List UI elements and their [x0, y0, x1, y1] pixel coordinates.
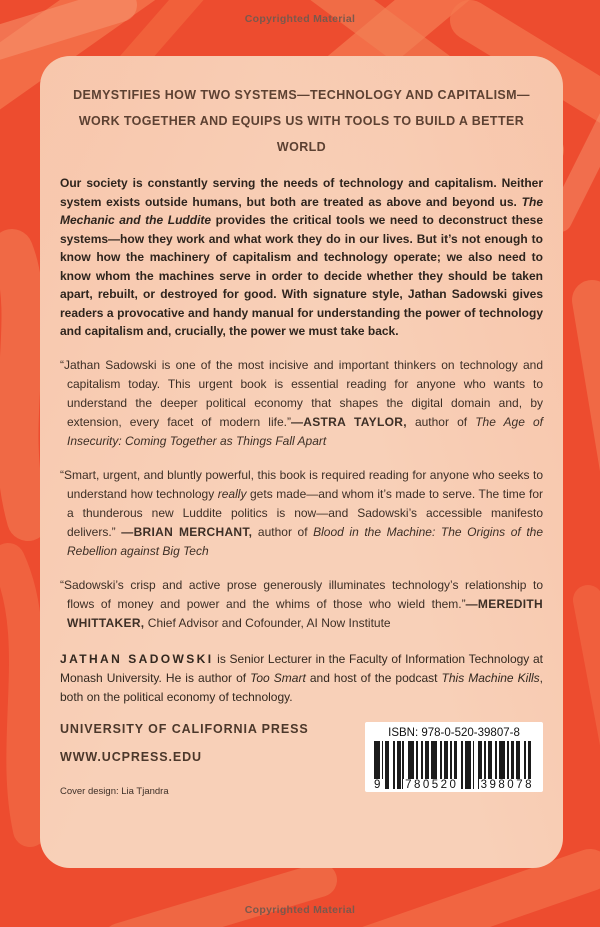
back-cover-panel [40, 56, 563, 868]
publisher-website: WWW.UCPRESS.EDU [60, 749, 202, 764]
book-description [60, 174, 543, 341]
text-segment: author of [406, 414, 476, 429]
brush-stroke [12, 250, 28, 520]
brush-stroke [592, 300, 600, 500]
brush-stroke [8, 560, 30, 830]
text-segment: gets made—and whom it’s made to serve. The time for a thunderous new Luddite politics is now—and Sadowski’s accessible manifesto delivers.” [67, 486, 543, 539]
text-segment: —ASTRA TAYLOR, [290, 414, 407, 429]
brush-stroke [360, 870, 590, 927]
isbn-label: ISBN: 978-0-520-39807-8 [388, 726, 520, 739]
blurb-meredith-whittaker [60, 576, 543, 633]
text-segment: provides the critical tools we need to deconstruct these systems—how they work and what work they do in our lives. But it’s not enough to know how the machinery of capitalism and technology operate; we also need to know whom the machines serve in order to decide whether they should be taken apart, rebuilt, or destroyed for good. With signature style, Jathan Sadowski gives readers a provocative and handy manual for understanding the power of technology and capitalism and, crucially, the power we must take back. [60, 213, 543, 338]
isbn-box [365, 722, 543, 792]
text-segment: really [217, 486, 247, 501]
barcode-digit-group: 9 [374, 778, 383, 791]
text-segment: Our society is constantly serving the needs of technology and capitalism. Neither system exists outside humans, but both are treated as above and beyond us. [60, 176, 543, 209]
publisher-name: UNIVERSITY OF CALIFORNIA PRESS [60, 721, 309, 736]
text-segment: and host of the podcast [305, 670, 442, 685]
text-segment: is Senior Lecturer in the Faculty of Information Technology at Monash University. He is author of [60, 651, 543, 685]
text-segment: author of [252, 524, 314, 539]
barcode-digit-group: 780520 [405, 778, 459, 791]
text-segment: —BRIAN MERCHANT, [121, 524, 253, 539]
barcode [372, 741, 536, 789]
copyright-watermark-bottom: Copyrighted Material [244, 904, 356, 916]
brush-stroke [588, 600, 600, 760]
text-segment: “Smart, urgent, and bluntly powerful, this book is required reading for anyone who seeks to understand how technology [60, 467, 543, 501]
author-bio [60, 650, 543, 707]
publisher-block [60, 722, 309, 797]
text-segment: Chief Advisor and Cofounder, AI Now Institute [144, 615, 391, 630]
text-segment: JATHAN SADOWSKI [60, 651, 214, 666]
footer-row [60, 722, 543, 797]
text-segment: “Sadowski’s crisp and active prose generously illuminates technology’s relationship to flows of money and power and the whims of those who wield them.” [60, 577, 543, 611]
copyright-watermark-top: Copyrighted Material [244, 13, 356, 25]
barcode-digits [372, 779, 536, 791]
text-segment: Too Smart [250, 670, 306, 685]
blurb-brian-merchant [60, 466, 543, 561]
text-segment: “Jathan Sadowski is one of the most incisive and important thinkers on technology and capitalism today. This urgent book is essential reading for anyone who wants to understand the deeper political economy that shapes the digital domain and, by extension, every facet of modern life.” [60, 357, 543, 429]
text-segment: —MEREDITH WHITTAKER, [67, 596, 543, 630]
text-segment: The Age of Insecurity: Coming Together as Things Fall Apart [67, 414, 544, 448]
text-segment: This Machine Kills [441, 670, 540, 685]
text-segment: The Mechanic and the Luddite [60, 194, 543, 227]
text-segment: Blood in the Machine: The Origins of the Rebellion against Big Tech [67, 524, 544, 558]
brush-stroke [0, 5, 120, 45]
cover-design-credit: Cover design: Lia Tjandra [60, 785, 169, 797]
tagline-headline: DEMYSTIFIES HOW TWO SYSTEMS—TECHNOLOGY AND CAPITALISM— WORK TOGETHER AND EQUIPS US WITH TOOLS TO BUILD A BETTER WORLD [73, 88, 530, 154]
text-segment: , both on the political economy of technology. [60, 670, 544, 704]
blurb-astra-taylor [60, 356, 543, 451]
barcode-digit-group: 398078 [480, 778, 534, 791]
